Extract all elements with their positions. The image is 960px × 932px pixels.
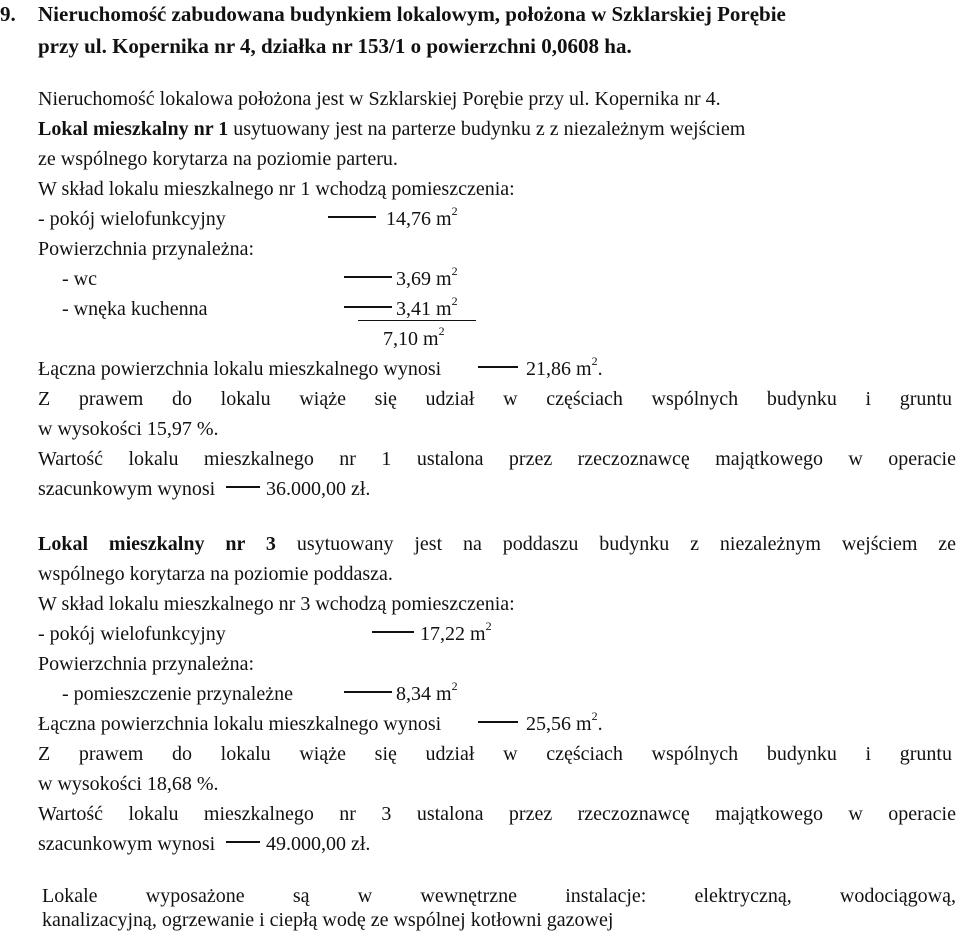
unit3-share-line1: Z prawem do lokalu wiąże się udział w częściach wspólnych budynku i gruntu [38,743,952,765]
sq-symbol: 2 [451,679,458,694]
unit3-total-value: 25,56 m [526,713,592,735]
unit1-ancillary-label: Powierzchnia przynależna: [38,238,255,260]
unit1-anc2-dash [344,306,392,308]
unit3-total-dash [478,721,518,723]
unit3-total-text: Łączna powierzchnia lokalu mieszkalnego wynosi [38,713,442,735]
sq-symbol: 2 [451,264,458,279]
unit1-description-rest: usytuowany jest na parterze budynku z z niezależnym wejściem [233,118,746,140]
unit3-title: Lokal mieszkalny nr 3 [38,533,276,555]
sq-symbol: 2 [451,204,458,219]
unit3-room1-dash [372,631,414,633]
unit3-total-value-wrap [526,709,603,736]
period: . [597,713,603,735]
unit1-anc1-value: 3,69 m [396,268,452,290]
unit1-total-dash [478,366,518,368]
unit1-anc2-value: 3,41 m [396,298,452,320]
unit1-anc1-value-wrap [396,264,458,291]
section-heading-line2: przy ul. Kopernika nr 4, działka nr 153/1 o powierzchni 0,0608 ha. [38,34,632,58]
sq-symbol: 2 [485,619,492,634]
unit1-share-line1: Z prawem do lokalu wiąże się udział w częściach wspólnych budynku i gruntu [38,388,952,410]
unit3-room1-value: 17,22 m [420,623,486,645]
unit3-room1-label: - pokój wielofunkcyjny [38,623,226,645]
unit3-anc1-dash [344,691,392,693]
unit1-anc2-label: - wnęka kuchenna [62,298,208,320]
unit1-total-value: 21,86 m [526,358,592,380]
sq-symbol: 2 [591,354,598,369]
unit1-rooms-intro: W skład lokalu mieszkalnego nr 1 wchodzą pomieszczenia: [38,178,515,200]
unit1-anc1-label: - wc [62,268,97,290]
unit3-ancillary-label: Powierzchnia przynależna: [38,653,255,675]
unit1-anc-sum: 7,10 m [383,328,439,350]
intro-text: Nieruchomość lokalowa położona jest w Szklarskiej Porębie przy ul. Kopernika nr 4. [38,88,721,110]
unit1-anc-sum-wrap [383,324,445,351]
unit3-anc1-value-wrap [396,679,458,706]
unit1-total-value-wrap [526,354,603,381]
sq-symbol: 2 [591,709,598,724]
unit3-anc1-label: - pomieszczenie przynależne [62,683,293,705]
unit1-value-line2b: 36.000,00 zł. [266,478,371,500]
unit1-description-line2: ze wspólnego korytarza na poziomie parteru. [38,148,398,170]
unit1-value-dash [226,486,260,488]
unit3-description-rest: usytuowany jest na poddaszu budynku z niezależnym wejściem ze [296,533,957,555]
unit3-share-line2: w wysokości 18,68 %. [38,773,219,795]
unit3-description [38,532,956,556]
unit1-total-text: Łączna powierzchnia lokalu mieszkalnego wynosi [38,358,442,380]
unit1-anc1-dash [344,276,392,278]
period: . [597,358,603,380]
unit3-value-dash [226,841,260,843]
unit3-value-line2a: szacunkowym wynosi [38,833,216,855]
sq-symbol: 2 [438,324,445,339]
unit1-title: Lokal mieszkalny nr 1 [38,118,229,140]
unit3-room1-value-wrap [420,619,492,646]
unit1-room1-value: 14,76 m [386,208,452,230]
unit1-sum-underline [358,320,476,321]
unit3-value-line2b: 49.000,00 zł. [266,833,371,855]
section-heading-line1: Nieruchomość zabudowana budynkiem lokalowym, położona w Szklarskiej Porębie [38,2,786,26]
sq-symbol: 2 [451,294,458,309]
unit3-rooms-intro: W skład lokalu mieszkalnego nr 3 wchodzą pomieszczenia: [38,593,515,615]
section-number: 9. [0,2,16,26]
unit1-value-line1: Wartość lokalu mieszkalnego nr 1 ustalona przez rzeczoznawcę majątkowego w operacie [38,448,956,470]
unit1-room1-label: - pokój wielofunkcyjny [38,208,226,230]
unit1-anc2-value-wrap [396,294,458,321]
unit1-room1-value-wrap [386,204,458,231]
unit1-description [38,117,956,141]
equipment-line1: Lokale wyposażone są w wewnętrzne instalacje: elektryczną, wodociągową, [42,885,956,907]
unit1-room1-dash [328,216,376,218]
unit3-value-line1: Wartość lokalu mieszkalnego nr 3 ustalona przez rzeczoznawcę majątkowego w operacie [38,803,956,825]
unit1-value-line2a: szacunkowym wynosi [38,478,216,500]
unit3-anc1-value: 8,34 m [396,683,452,705]
unit1-share-line2: w wysokości 15,97 %. [38,418,219,440]
unit3-description-line2: wspólnego korytarza na poziomie poddasza. [38,563,393,585]
equipment-line2: kanalizacyjną, ogrzewanie i ciepłą wodę ze wspólnej kotłowni gazowej [42,909,614,931]
